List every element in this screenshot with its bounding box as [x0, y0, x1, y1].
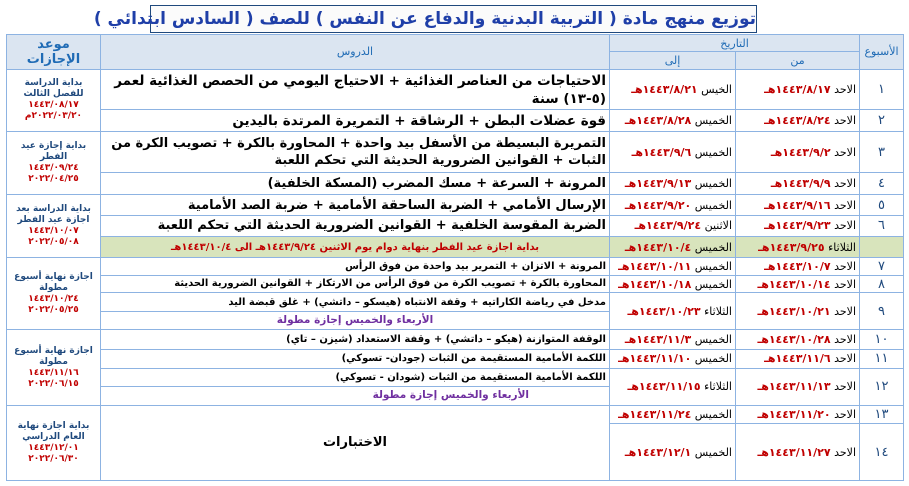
week-number: ١٢	[860, 368, 904, 405]
to-date: الخميس ١٤٤٣/١١/٣هـ	[610, 330, 736, 350]
week-number: ١٤	[860, 424, 904, 481]
from-date: الثلاثاء ١٤٤٣/٩/٢٥هـ	[736, 236, 860, 258]
week-number: ٤	[860, 173, 904, 195]
to-date: الخميس ١٤٤٣/١١/١٠هـ	[610, 350, 736, 369]
from-date: الاحد ١٤٤٣/١٠/١٤هـ	[736, 275, 860, 292]
to-date: الاثنين ١٤٤٣/٩/٢٤هـ	[610, 215, 736, 236]
to-date: الخميس ١٤٤٣/١٠/١٨هـ	[610, 275, 736, 292]
to-date: الخميس ١٤٤٣/٩/١٣هـ	[610, 173, 736, 195]
to-date: الخميس ١٤٤٣/١١/٢٤هـ	[610, 405, 736, 424]
lesson-text: الوقفة المتوازنة (هيكو – داتشي) + وقفة الاستعداد (شيزن – تاي)	[101, 330, 610, 350]
holiday-entry: بداية الدراسة بعد اجازة عيد الفطر ١٤٤٣/١٠/٠٧ ٢٠٢٢/٠٥/٠٨	[7, 195, 101, 258]
lesson-text: الإرسال الأمامي + الضربة الساحقة الأمامية + ضربة الصد الأمامية	[101, 195, 610, 216]
to-date: الخميس ١٤٤٣/٩/٢٠هـ	[610, 195, 736, 216]
lesson-text: المحاورة بالكرة + تصويب الكرة من فوق الرأس من الارتكاز + القوانين الضرورية الحديثة	[101, 275, 610, 292]
table-row	[7, 350, 904, 369]
lesson-text: الاحتياجات من العناصر الغذائية + الاحتياج اليومي من الحصص الغذائية لعمر (٥-١٣) سنة	[101, 69, 610, 109]
lesson-text: مدخل في رياضة الكاراتيه + وقفة الانتباه (هيسكو – داتشي) + غلق قبضة اليد	[228, 296, 606, 308]
week-number: ٨	[860, 275, 904, 292]
from-date: الاحد ١٤٤٣/١١/٢٧هـ	[736, 424, 860, 481]
from-date: الاحد ١٤٤٣/١٠/٧هـ	[736, 258, 860, 275]
exams-label: الاختبارات	[101, 405, 610, 480]
from-date: الاحد ١٤٤٣/١١/٢٠هـ	[736, 405, 860, 424]
week-number: ٧	[860, 258, 904, 275]
to-date: الثلاثاء ١٤٤٣/١١/١٥هـ	[610, 368, 736, 405]
table-row	[7, 132, 904, 173]
from-date: الاحد ١٤٤٣/١١/٦هـ	[736, 350, 860, 369]
week-number: ٦	[860, 215, 904, 236]
from-date: الاحد ١٤٤٣/٩/٢هـ	[736, 132, 860, 173]
table-row	[7, 405, 904, 424]
week-number: ٩	[860, 293, 904, 330]
lesson-text: التمريرة البسيطة من الأسفل بيد واحدة + المحاورة بالكرة + تصويب الكرة من الثبات + القوانين الضرورية الحديثة التي تحكم اللعبة	[101, 132, 610, 173]
week-number: ١٠	[860, 330, 904, 350]
table-row	[7, 173, 904, 195]
table-row	[7, 275, 904, 292]
from-date: الاحد ١٤٤٣/١٠/٢٨هـ	[736, 330, 860, 350]
week-number: ١٣	[860, 405, 904, 424]
from-date: الاحد ١٤٤٣/٨/١٧هـ	[736, 69, 860, 109]
week-number: ٣	[860, 132, 904, 173]
lesson-text: اللكمة الأمامية المستقيمة من الثبات (جودان- تسوكي)	[101, 350, 610, 369]
from-date: الاحد ١٤٤٣/٩/٢٣هـ	[736, 215, 860, 236]
lesson-text: الضربة المقوسة الخلفية + القوانين الضرورية الحديثة التي تحكم اللعبة	[101, 215, 610, 236]
header-holidays: موعد الإجازات	[7, 35, 101, 70]
week-number: ١١	[860, 350, 904, 369]
table-row	[7, 293, 904, 330]
page-title: توزيع منهج مادة ( التربية البدنية والدفاع عن النفس ) للصف ( السادس ابتدائي )	[150, 5, 757, 33]
lesson-text: قوة عضلات البطن + الرشاقة + التمريرة المرتدة باليدين	[101, 110, 610, 132]
holiday-entry: بداية الدراسة للفصل الثالث ١٤٤٣/٠٨/١٧ ٢٠٢٢/٠٣/٢٠م	[7, 69, 101, 131]
holiday-banner: بداية اجازة عيد الفطر بنهاية دوام يوم الاثنين ١٤٤٣/٩/٢٤هـ الى ١٤٤٣/١٠/٤هـ	[101, 236, 610, 258]
week-number: ٢	[860, 110, 904, 132]
holiday-entry: اجازة نهاية أسبوع مطولة ١٤٤٣/١١/١٦ ٢٠٢٢/٠٦/١٥	[7, 330, 101, 405]
long-weekend-note: الأربعاء والخميس إجازة مطولة	[101, 311, 609, 328]
to-date: الخميس ١٤٤٣/٨/٢٨هـ	[610, 110, 736, 132]
table-row	[7, 258, 904, 275]
lesson-text: اللكمة الأمامية المستقيمة من الثبات (شودان - تسوكي)	[335, 372, 606, 384]
to-date: الخميس ١٤٤٣/١٠/١١هـ	[610, 258, 736, 275]
holiday-entry: بداية إجازة عيد الفطر ١٤٤٣/٠٩/٢٤ ٢٠٢٢/٠٤/٢٥	[7, 132, 101, 195]
holiday-entry: اجازة نهاية أسبوع مطولة ١٤٤٣/١٠/٢٤ ٢٠٢٢/٠٥/٢٥	[7, 258, 101, 330]
header-from: من	[736, 52, 860, 69]
lesson-text: المرونة + السرعة + مسك المضرب (المسكة الخلفية)	[101, 173, 610, 195]
to-date: الثلاثاء ١٤٤٣/١٠/٢٣هـ	[610, 293, 736, 330]
table-row	[7, 195, 904, 216]
table-row	[7, 330, 904, 350]
header-week: الأسبوع	[860, 35, 904, 70]
header-lessons: الدروس	[101, 35, 610, 70]
long-weekend-note: الأربعاء والخميس إجازة مطولة	[101, 386, 609, 403]
from-date: الاحد ١٤٤٣/٨/٢٤هـ	[736, 110, 860, 132]
lesson-text: المرونة + الاتزان + التمرير بيد واحدة من فوق الرأس	[101, 258, 610, 275]
from-date: الاحد ١٤٤٣/١٠/٢١هـ	[736, 293, 860, 330]
to-date: الخميس ١٤٤٣/٩/٦هـ	[610, 132, 736, 173]
header-date: التاريخ	[610, 35, 860, 52]
week-number: ١	[860, 69, 904, 109]
from-date: الاحد ١٤٤٣/١١/١٣هـ	[736, 368, 860, 405]
header-to: إلى	[610, 52, 736, 69]
table-row	[7, 215, 904, 236]
table-row	[7, 69, 904, 109]
table-row	[7, 368, 904, 405]
to-date: الخميس ١٤٤٣/١٢/١هـ	[610, 424, 736, 481]
to-date: الخيس ١٤٤٣/٨/٢١هـ	[610, 69, 736, 109]
lesson-cell	[101, 368, 610, 405]
lesson-cell	[101, 293, 610, 330]
holiday-week-block	[860, 236, 904, 258]
table-row-holiday	[7, 236, 904, 258]
to-date: الخميس ١٤٤٣/١٠/٤هـ	[610, 236, 736, 258]
holiday-entry: بداية اجازة نهاية العام الدراسي ١٤٤٣/١٢/٠١ ٢٠٢٢/٠٦/٣٠	[7, 405, 101, 480]
table-row	[7, 110, 904, 132]
week-number: ٥	[860, 195, 904, 216]
from-date: الاحد ١٤٤٣/٩/١٦هـ	[736, 195, 860, 216]
curriculum-table	[6, 34, 904, 481]
from-date: الاحد ١٤٤٣/٩/٩هـ	[736, 173, 860, 195]
